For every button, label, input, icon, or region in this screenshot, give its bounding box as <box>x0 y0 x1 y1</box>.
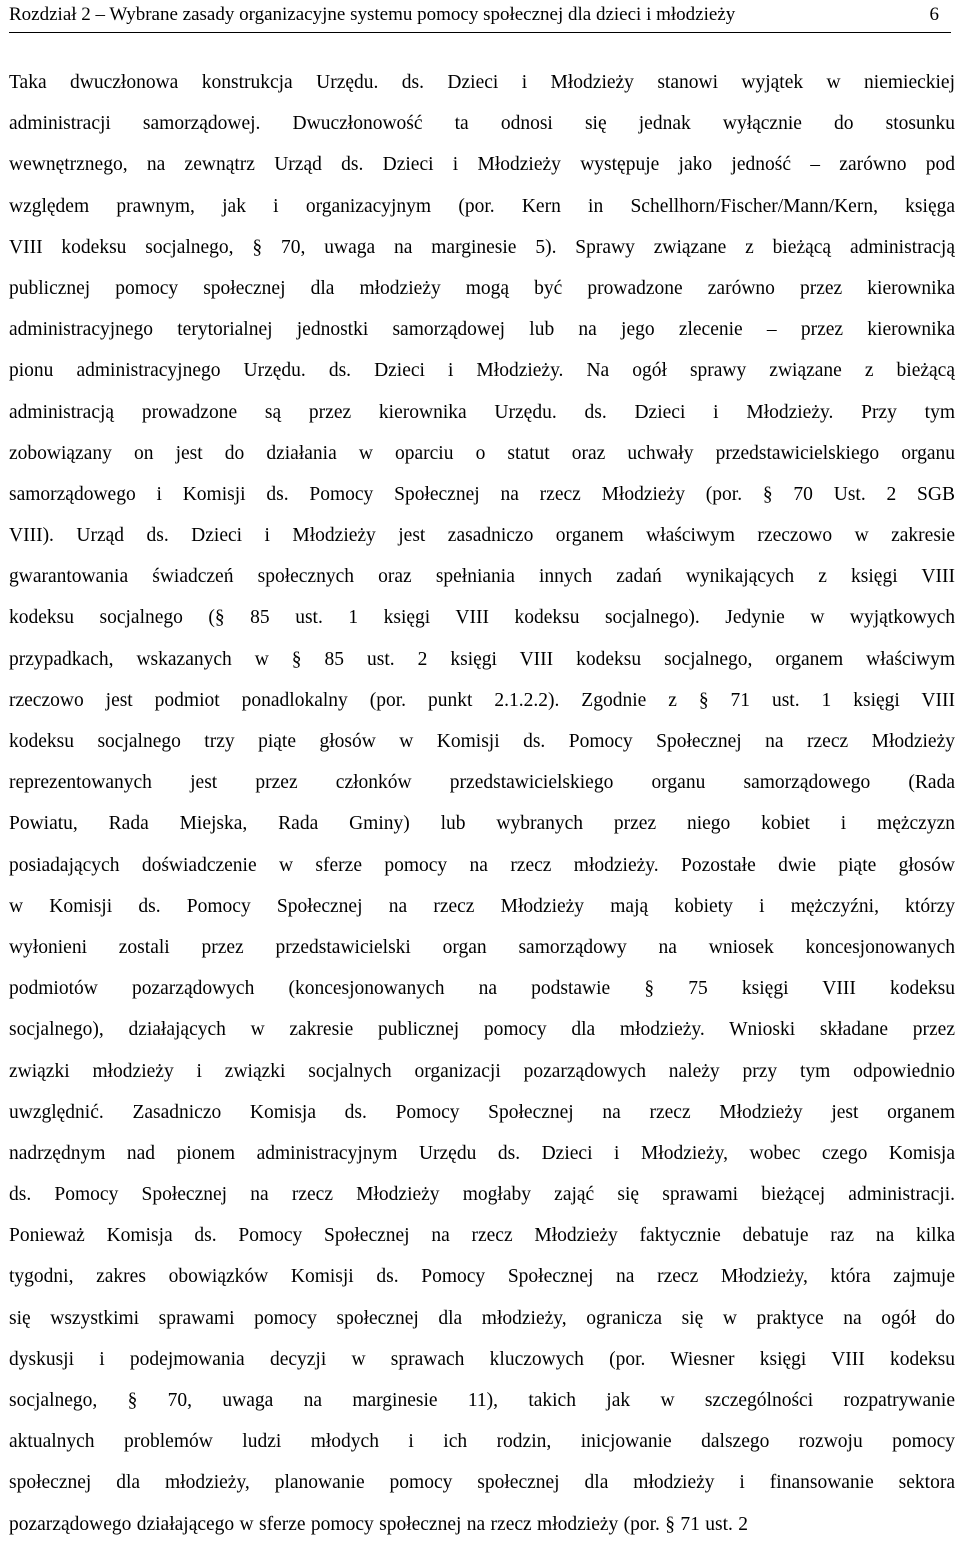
text-line: pozarządowego działającego w sferze pomocy społecznej na rzecz młodzieży (por. § 71 ust. 2 <box>9 1513 749 1535</box>
page-number: 6 <box>929 4 939 25</box>
text-line: podmiotów pozarządowych (koncesjonowanych na podstawie § 75 księgi VIII kodeksu <box>9 978 955 1000</box>
text-line: dyskusji i podejmowania decyzji w sprawach kluczowych (por. Wiesner księgi VIII kodeksu <box>9 1348 955 1370</box>
text-line: publicznej pomocy społecznej dla młodzieży mogą być prowadzone zarówno przez kierownika <box>9 277 955 299</box>
text-line: się wszystkimi sprawami pomocy społecznej dla młodzieży, ogranicza się w praktyce na ogół do <box>9 1307 955 1329</box>
text-line: VIII). Urząd ds. Dzieci i Młodzieży jest zasadniczo organem właściwym rzeczowo w zakresie <box>9 525 955 547</box>
text-line: ds. Pomocy Społecznej na rzecz Młodzieży mogłaby zająć się sprawami bieżącej administracji. <box>9 1184 955 1206</box>
text-line: samorządowego i Komisji ds. Pomocy Społecznej na rzecz Młodzieży (por. § 70 Ust. 2 SGB <box>9 483 955 505</box>
text-line: kodeksu socjalnego (§ 85 ust. 1 księgi VIII kodeksu socjalnego). Jedynie w wyjątkowych <box>9 607 955 629</box>
text-line: społecznej dla młodzieży, planowanie pomocy społecznej dla młodzieży i finansowanie sektora <box>9 1472 955 1494</box>
text-line: przypadkach, wskazanych w § 85 ust. 2 księgi VIII kodeksu socjalnego, organem właściwym <box>9 648 955 670</box>
text-line: względem prawnym, jak i organizacyjnym (por. Kern in Schellhorn/Fischer/Mann/Kern, księga <box>9 195 955 217</box>
text-line: gwarantowania świadczeń społecznych oraz spełniania innych zadań wynikających z księgi VIII <box>9 566 955 588</box>
text-line: uwzględnić. Zasadniczo Komisja ds. Pomocy Społecznej na rzecz Młodzieży jest organem <box>9 1101 955 1123</box>
text-line: administracji samorządowej. Dwuczłonowość ta odnosi się jednak wyłącznie do stosunku <box>9 113 955 135</box>
text-line: związki młodzieży i związki socjalnych organizacji pozarządowych należy przy tym odpowiednio <box>9 1060 955 1082</box>
text-line: pionu administracyjnego Urzędu. ds. Dzieci i Młodzieży. Na ogół sprawy związane z bieżącą <box>9 360 955 382</box>
running-header <box>9 0 939 30</box>
chapter-title: Rozdział 2 – Wybrane zasady organizacyjne systemu pomocy społecznej dla dzieci i młodzieży <box>9 4 736 25</box>
header-divider <box>9 32 951 33</box>
body-paragraph <box>9 62 955 1545</box>
text-line: w Komisji ds. Pomocy Społecznej na rzecz Młodzieży mają kobiety i mężczyźni, którzy <box>9 895 955 917</box>
text-line: socjalnego), działających w zakresie publicznej pomocy dla młodzieży. Wnioski składane przez <box>9 1019 955 1041</box>
text-line: VIII kodeksu socjalnego, § 70, uwaga na marginesie 5). Sprawy związane z bieżącą administracją <box>9 236 955 258</box>
text-line: wyłonieni zostali przez przedstawicielski organ samorządowy na wniosek koncesjonowanych <box>9 936 955 958</box>
text-line: zobowiązany on jest do działania w oparciu o statut oraz uchwały przedstawicielskiego organu <box>9 442 955 464</box>
text-line: rzeczowo jest podmiot ponadlokalny (por. punkt 2.1.2.2). Zgodnie z § 71 ust. 1 księgi VIII <box>9 689 955 711</box>
text-line: tygodni, zakres obowiązków Komisji ds. Pomocy Społecznej na rzecz Młodzieży, która zajmuje <box>9 1266 955 1288</box>
text-line: reprezentowanych jest przez członków przedstawicielskiego organu samorządowego (Rada <box>9 772 955 794</box>
text-line: socjalnego, § 70, uwaga na marginesie 11), takich jak w szczególności rozpatrywanie <box>9 1390 955 1411</box>
text-line: administracyjnego terytorialnej jednostki samorządowej lub na jego zlecenie – przez kierownika <box>9 319 955 341</box>
text-line: Ponieważ Komisja ds. Pomocy Społecznej na rzecz Młodzieży faktycznie debatuje raz na kilka <box>9 1225 955 1247</box>
text-line: Taka dwuczłonowa konstrukcja Urzędu. ds. Dzieci i Młodzieży stanowi wyjątek w niemieckiej <box>9 72 955 93</box>
text-line: Powiatu, Rada Miejska, Rada Gminy) lub wybranych przez niego kobiet i mężczyzn <box>9 813 955 835</box>
text-line: posiadających doświadczenie w sferze pomocy na rzecz młodzieży. Pozostałe dwie piąte głosów <box>9 854 955 876</box>
text-line: administracją prowadzone są przez kierownika Urzędu. ds. Dzieci i Młodzieży. Przy tym <box>9 401 955 423</box>
text-line: wewnętrznego, na zewnątrz Urząd ds. Dzieci i Młodzieży występuje jako jedność – zarówno pod <box>9 154 955 176</box>
text-line: aktualnych problemów ludzi młodych i ich rodzin, inicjowanie dalszego rozwoju pomocy <box>9 1431 955 1453</box>
text-line: kodeksu socjalnego trzy piąte głosów w Komisji ds. Pomocy Społecznej na rzecz Młodzieży <box>9 731 955 752</box>
text-line: nadrzędnym nad pionem administracyjnym Urzędu ds. Dzieci i Młodzieży, wobec czego Komisja <box>9 1142 955 1164</box>
